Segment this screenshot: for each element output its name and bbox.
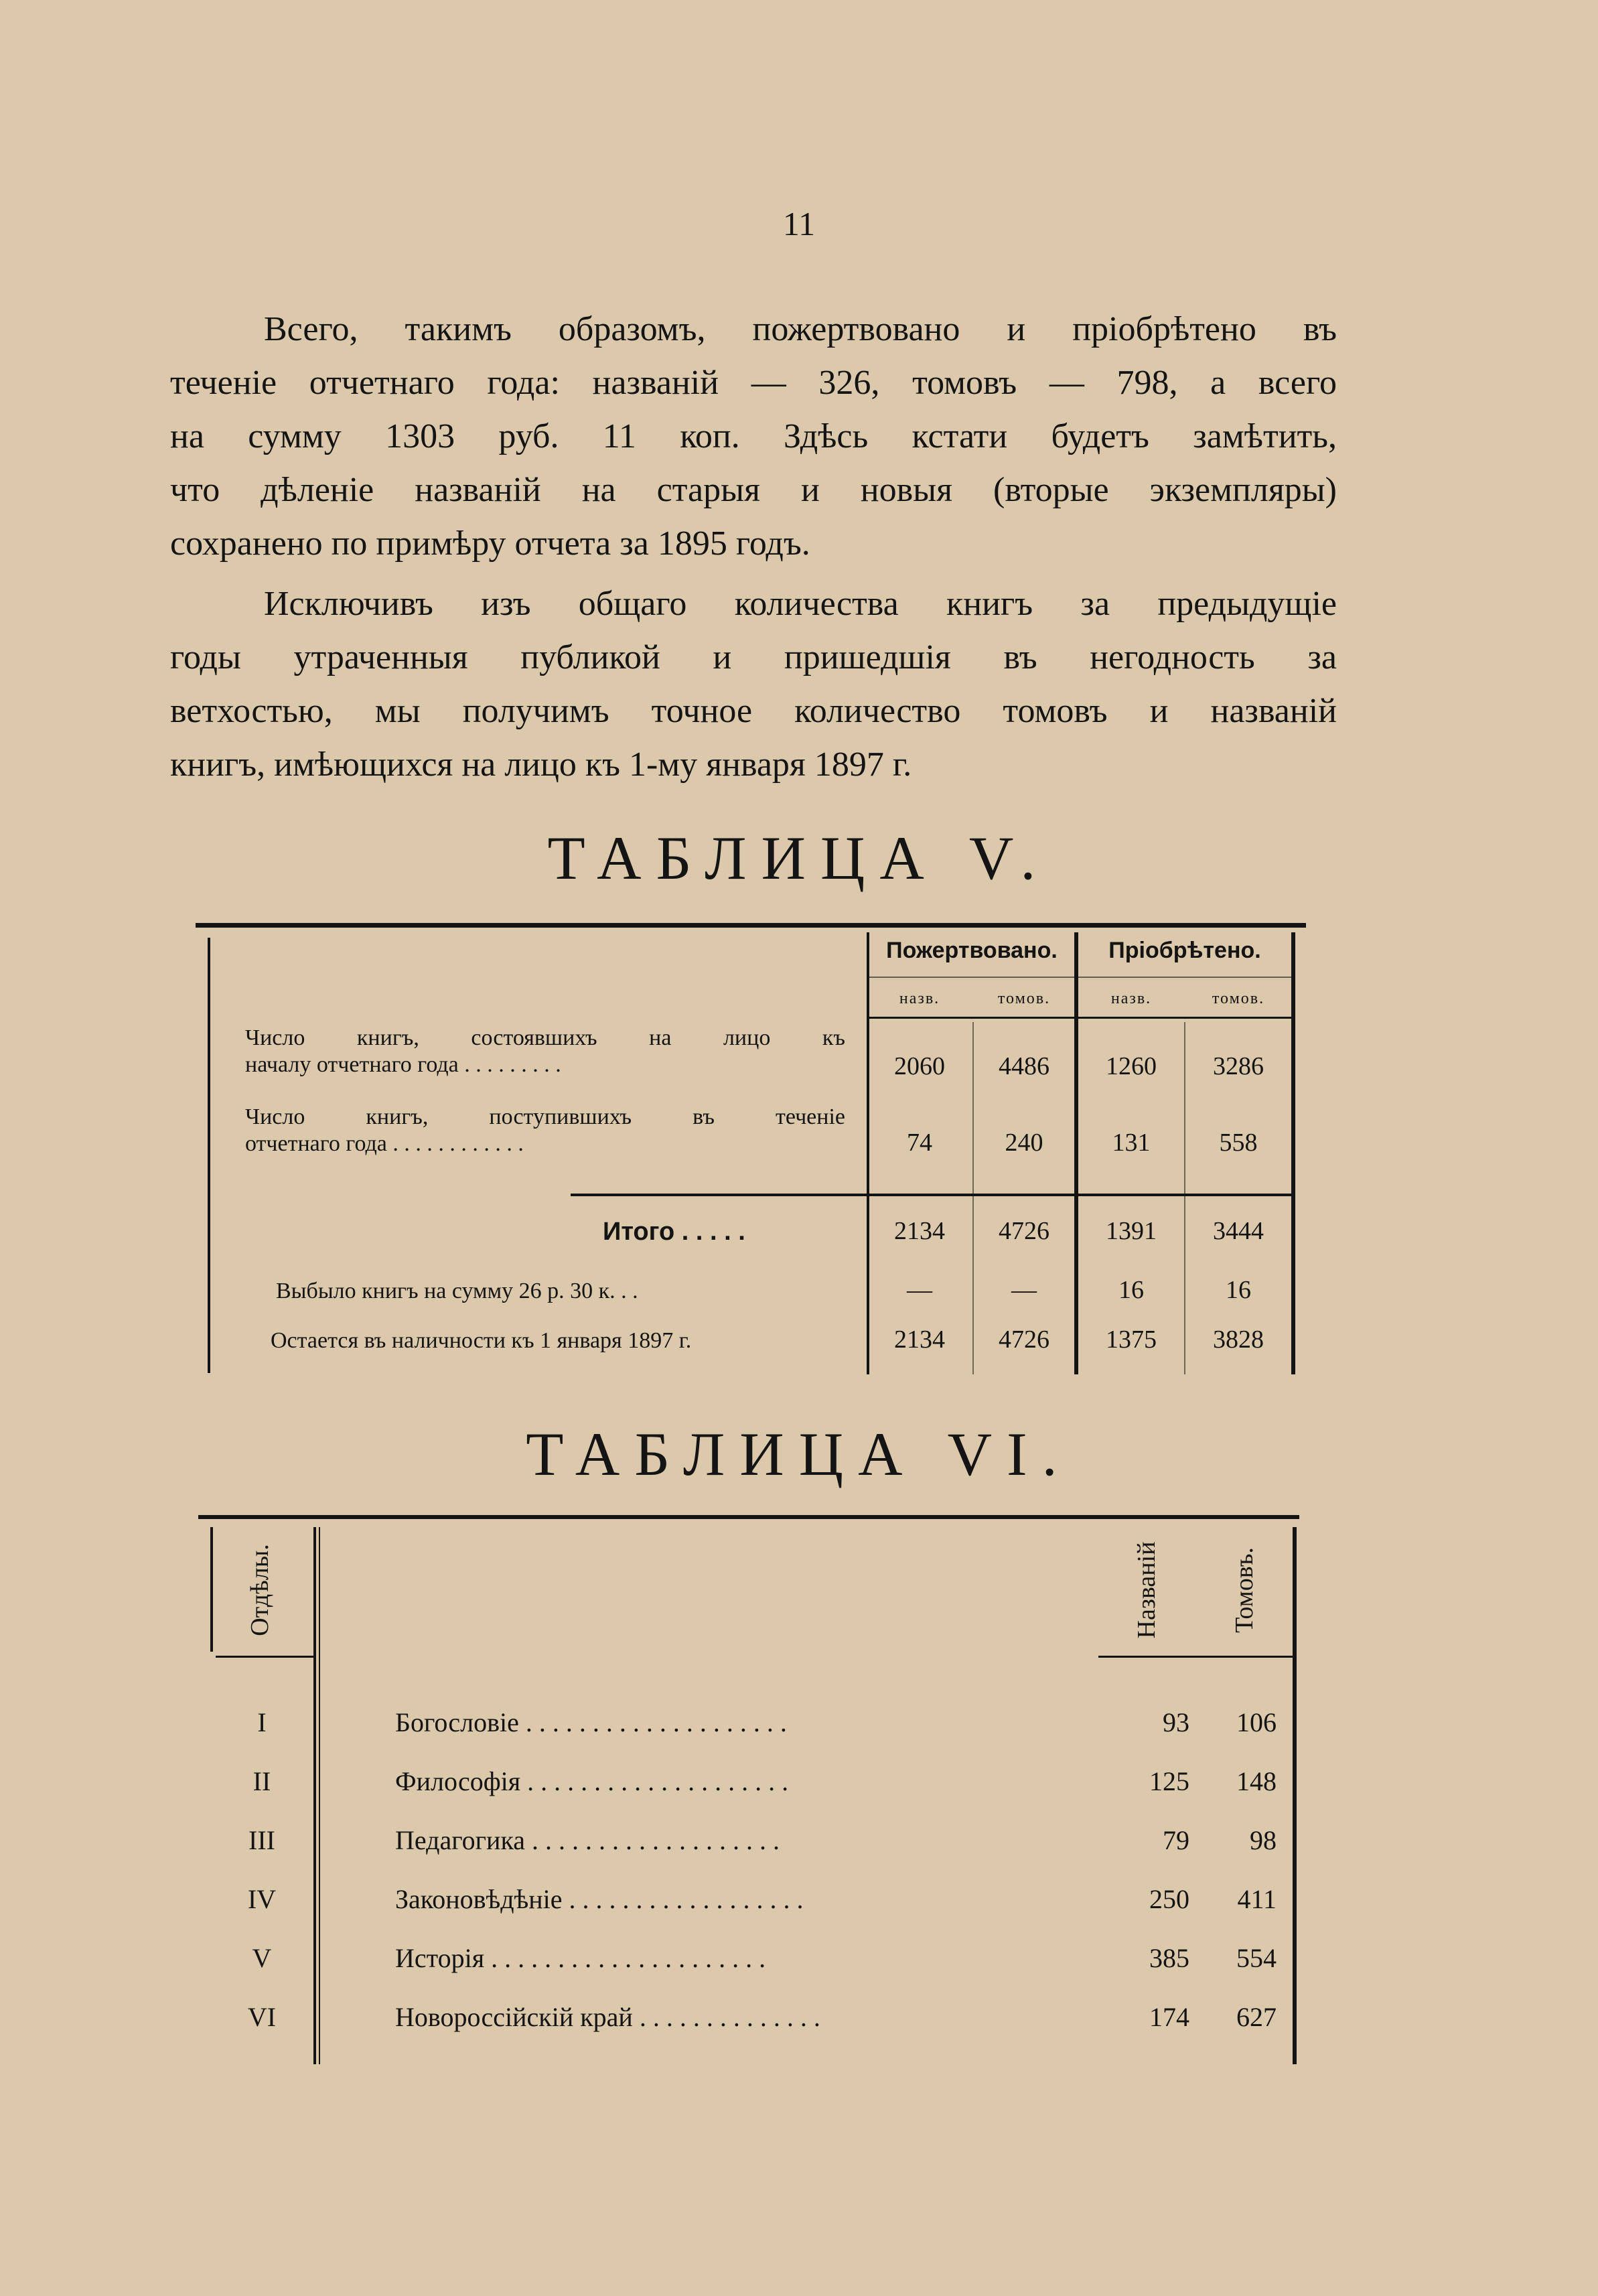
subject: Богословіе . . . . . . . . . . . . . . . . . . . . bbox=[395, 1707, 787, 1737]
cell-titles: 125 bbox=[1149, 1766, 1189, 1796]
cell-volumes: 411 bbox=[1237, 1884, 1277, 1914]
cell-titles: 79 bbox=[1163, 1825, 1189, 1855]
row-label bbox=[271, 1328, 860, 1354]
table-left-rule bbox=[208, 938, 210, 1373]
row-label-line: началу отчетнаго года . . . . . . . . . bbox=[245, 1052, 561, 1077]
cell-donated-volumes: 4486 bbox=[999, 1052, 1049, 1080]
dept-number: I bbox=[257, 1707, 267, 1737]
paragraph-line: что дѣленіе названій на старыя и новыя (вторые экземпляры) bbox=[170, 471, 1337, 509]
header-dept: Отдѣлы. bbox=[246, 1544, 274, 1636]
header-rule bbox=[868, 977, 1293, 978]
cell-donated-titles: 2134 bbox=[894, 1325, 945, 1354]
subheader-volumes: томов. bbox=[1212, 990, 1265, 1007]
paragraph-2 bbox=[170, 577, 1337, 792]
cell-titles: 250 bbox=[1149, 1884, 1189, 1914]
paragraph-line: сохранено по примѣру отчета за 1895 годъ. bbox=[170, 524, 810, 563]
cell-acquired-titles: 1375 bbox=[1106, 1325, 1157, 1354]
paragraph-line: на сумму 1303 руб. 11 коп. Здѣсь кстати будетъ замѣтить, bbox=[170, 417, 1337, 455]
subheader-titles: назв. bbox=[1110, 990, 1152, 1007]
cell-donated-volumes: 4726 bbox=[999, 1325, 1049, 1354]
row-label bbox=[245, 1025, 845, 1078]
dept-number: II bbox=[252, 1766, 271, 1796]
header-volumes: Томовъ. bbox=[1230, 1547, 1258, 1633]
total-rule bbox=[571, 1194, 1293, 1196]
cell-acquired-volumes: 3828 bbox=[1213, 1325, 1264, 1354]
row-label bbox=[276, 1278, 852, 1305]
cell-donated-volumes: — bbox=[1011, 1276, 1037, 1304]
table-row bbox=[198, 1942, 1299, 1996]
cell-acquired-volumes: 558 bbox=[1219, 1129, 1258, 1157]
row-label-line: отчетнаго года . . . . . . . . . . . . bbox=[245, 1131, 524, 1156]
subheader-volumes: томов. bbox=[997, 990, 1051, 1007]
cell-acquired-volumes: 16 bbox=[1226, 1276, 1251, 1304]
subject: Исторія . . . . . . . . . . . . . . . . . . . . . bbox=[395, 1943, 766, 1973]
row-label-line: Число книгъ, состоявшихъ на лицо къ bbox=[245, 1025, 845, 1050]
header-rule bbox=[868, 1017, 1293, 1019]
cell-donated-volumes: 240 bbox=[1005, 1129, 1043, 1157]
cell-acquired-titles: 131 bbox=[1112, 1129, 1151, 1157]
cell-volumes: 106 bbox=[1236, 1707, 1277, 1737]
table-6 bbox=[198, 1515, 1299, 2064]
page-number: 11 bbox=[782, 205, 816, 242]
cell-titles: 93 bbox=[1163, 1707, 1189, 1737]
paragraph-line: теченіе отчетнаго года: названій — 326, томовъ — 798, а всего bbox=[170, 364, 1337, 402]
cell-acquired-titles: 16 bbox=[1118, 1276, 1144, 1304]
paragraph-1 bbox=[170, 303, 1337, 571]
cell-donated-titles: 2060 bbox=[894, 1052, 945, 1080]
row-label-line: Выбыло книгъ на сумму 26 р. 30 к. . . bbox=[276, 1279, 638, 1303]
cell-acquired-titles: 1260 bbox=[1106, 1052, 1157, 1080]
cell-volumes: 554 bbox=[1236, 1943, 1277, 1973]
paragraph-line: годы утраченныя публикой и пришедшія въ негодность за bbox=[170, 638, 1337, 676]
paragraph-line: Исключивъ изъ общаго количества книгъ за предыдущіе bbox=[264, 585, 1337, 623]
cell-acquired-titles: 1391 bbox=[1106, 1217, 1157, 1245]
cell-donated-titles: 74 bbox=[907, 1129, 932, 1157]
table-row bbox=[198, 1766, 1299, 1819]
cell-volumes: 98 bbox=[1250, 1825, 1277, 1855]
table-left-rule bbox=[210, 1527, 213, 1652]
table-5-title: ТАБЛИЦА V. bbox=[547, 824, 1051, 892]
row-label-line: Остается въ наличности къ 1 января 1897 г. bbox=[271, 1328, 692, 1353]
header-donated: Пожертвовано. bbox=[886, 938, 1058, 963]
row-label bbox=[245, 1104, 845, 1157]
subject: Философія . . . . . . . . . . . . . . . . . . . . bbox=[395, 1766, 789, 1796]
header-rule bbox=[1098, 1656, 1293, 1658]
paragraph-line: книгъ, имѣющихся на лицо къ 1-му января 1897 г. bbox=[170, 745, 912, 784]
cell-acquired-volumes: 3444 bbox=[1213, 1217, 1264, 1245]
dept-number: VI bbox=[247, 2002, 277, 2032]
dept-number: V bbox=[252, 1943, 272, 1973]
subject: Педагогика . . . . . . . . . . . . . . . . . . . bbox=[395, 1825, 780, 1855]
subject: Новороссійскій край . . . . . . . . . . . . . . bbox=[395, 2002, 820, 2032]
row-label-line: Число книгъ, поступившихъ въ теченіе bbox=[245, 1104, 845, 1129]
table-top-rule bbox=[198, 1515, 1299, 1519]
subheader-titles: назв. bbox=[899, 990, 940, 1007]
cell-titles: 174 bbox=[1149, 2002, 1189, 2032]
dept-number: III bbox=[248, 1825, 275, 1855]
cell-titles: 385 bbox=[1149, 1943, 1189, 1973]
cell-volumes: 627 bbox=[1236, 2002, 1277, 2032]
header-titles: Названій bbox=[1133, 1541, 1161, 1639]
table-row bbox=[198, 1883, 1299, 1937]
table-6-title: ТАБЛИЦА VI. bbox=[526, 1420, 1072, 1488]
cell-volumes: 148 bbox=[1236, 1766, 1277, 1796]
total-label: Итого . . . . . bbox=[603, 1218, 745, 1246]
dept-number: IV bbox=[247, 1884, 277, 1914]
table-5 bbox=[196, 923, 1306, 1380]
cell-donated-volumes: 4726 bbox=[999, 1217, 1049, 1245]
cell-acquired-volumes: 3286 bbox=[1213, 1052, 1264, 1080]
cell-donated-titles: 2134 bbox=[894, 1217, 945, 1245]
table-top-rule bbox=[196, 923, 1306, 928]
table-right-rule bbox=[1291, 932, 1295, 1374]
header-acquired: Пріобрѣтено. bbox=[1108, 938, 1261, 963]
table-row bbox=[198, 1824, 1299, 1878]
cell-donated-titles: — bbox=[907, 1276, 932, 1304]
paragraph-line: ветхостью, мы получимъ точное количество томовъ и названій bbox=[170, 692, 1337, 730]
table-row bbox=[198, 1707, 1299, 1760]
paragraph-line: Всего, такимъ образомъ, пожертвовано и пріобрѣтено въ bbox=[264, 310, 1337, 348]
table-row bbox=[198, 2001, 1299, 2055]
subject: Законовѣдѣніе . . . . . . . . . . . . . . . . . . bbox=[395, 1884, 804, 1914]
